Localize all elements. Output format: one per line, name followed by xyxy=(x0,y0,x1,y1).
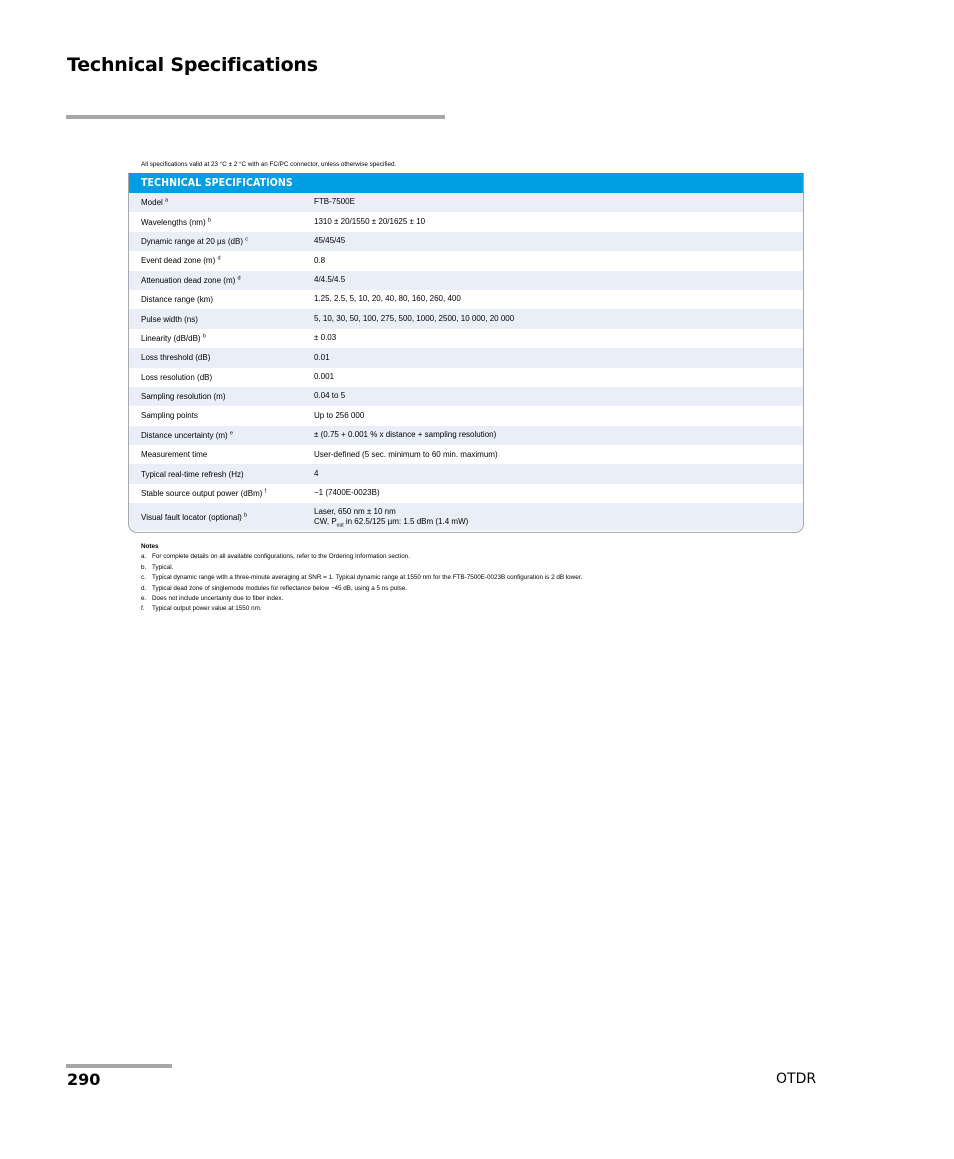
spec-value: 1310 ± 20/1550 ± 20/1625 ± 10 xyxy=(314,216,426,226)
spec-footnote-ref: c xyxy=(245,236,248,243)
note-item xyxy=(141,584,582,594)
spec-row xyxy=(129,464,803,483)
spec-label xyxy=(129,470,314,479)
spec-value: 0.01 xyxy=(314,352,330,362)
spec-label xyxy=(129,237,314,246)
spec-label-text: Event dead zone (m) xyxy=(141,256,216,266)
notes-heading: Notes xyxy=(141,543,159,550)
spec-value: FTB-7500E xyxy=(314,197,355,207)
spec-label xyxy=(129,411,314,420)
spec-value: 5, 10, 30, 50, 100, 275, 500, 1000, 2500, 10 000, 20 000 xyxy=(314,313,515,323)
spec-row xyxy=(129,348,803,367)
spec-label-text: Distance uncertainty (m) xyxy=(141,430,228,440)
note-item xyxy=(141,563,582,573)
spec-label-text: Wavelengths (nm) xyxy=(141,217,206,227)
note-item xyxy=(141,604,582,614)
page-title: Technical Specifications xyxy=(67,54,318,76)
spec-row xyxy=(129,193,803,212)
page-number: 290 xyxy=(67,1070,101,1089)
spec-footnote-ref: f xyxy=(264,488,267,495)
spec-value: User-defined (5 sec. minimum to 60 min. maximum) xyxy=(314,449,498,459)
spec-value: 0.001 xyxy=(314,371,335,381)
spec-footnote-ref: b xyxy=(207,216,211,223)
spec-label-text: Loss resolution (dB) xyxy=(141,372,213,382)
spec-row xyxy=(129,387,803,406)
spec-label xyxy=(129,392,314,401)
spec-footnote-ref: b xyxy=(202,333,206,340)
note-text: For complete details on all available configurations, refer to the Ordering Information section. xyxy=(152,553,410,561)
note-text: Typical. xyxy=(152,563,174,571)
note-text: Typical output power value at 1550 nm. xyxy=(152,605,262,613)
spec-value: 0.04 to 5 xyxy=(314,391,346,401)
spec-row xyxy=(129,271,803,290)
spec-value: Up to 256 000 xyxy=(314,410,365,420)
spec-footnote-ref: b xyxy=(244,512,248,519)
note-letter: e. xyxy=(141,595,147,603)
spec-label xyxy=(129,334,314,343)
spec-label xyxy=(129,353,314,362)
spec-label-text: Dynamic range at 20 µs (dB) xyxy=(141,236,243,246)
spec-label-text: Pulse width (ns) xyxy=(141,314,198,324)
note-item xyxy=(141,594,582,604)
spec-label xyxy=(129,431,314,440)
spec-row xyxy=(129,484,803,503)
validity-note: All specifications valid at 23 °C ± 2 °C with an FC/PC connector, unless otherwise specified. xyxy=(141,161,397,168)
spec-row xyxy=(129,368,803,387)
document-name: OTDR xyxy=(776,1071,817,1087)
spec-label xyxy=(129,198,314,207)
spec-table-header: TECHNICAL SPECIFICATIONS xyxy=(129,173,803,193)
vfl-value-line1: Laser, 650 nm ± 10 nm xyxy=(314,506,396,516)
notes-section xyxy=(141,542,582,615)
spec-row xyxy=(129,251,803,270)
spec-footnote-ref: e xyxy=(229,430,233,437)
note-letter: b. xyxy=(141,563,147,571)
spec-label-text: Linearity (dB/dB) xyxy=(141,333,201,343)
spec-label xyxy=(129,295,314,304)
note-item xyxy=(141,573,582,583)
spec-table xyxy=(128,173,804,533)
spec-label xyxy=(129,373,314,382)
note-letter: f. xyxy=(141,605,145,613)
spec-label-text: Attenuation dead zone (m) xyxy=(141,275,236,285)
vfl-value-line2 xyxy=(314,517,803,528)
spec-label xyxy=(129,489,314,498)
spec-label xyxy=(129,513,314,522)
spec-label-text: Typical real-time refresh (Hz) xyxy=(141,469,244,479)
spec-label-text: Distance range (km) xyxy=(141,295,214,305)
vfl-subscript: out xyxy=(336,522,344,529)
spec-label xyxy=(129,276,314,285)
spec-value: ± (0.75 + 0.001 % x distance + sampling resolution) xyxy=(314,430,497,440)
spec-row xyxy=(129,426,803,445)
spec-row xyxy=(129,445,803,464)
spec-row-visual-fault-locator xyxy=(129,503,803,531)
spec-label-text: Sampling points xyxy=(141,411,198,421)
spec-row xyxy=(129,329,803,348)
spec-label xyxy=(129,450,314,459)
vfl-prefix: CW, P xyxy=(314,517,337,527)
note-text: Does not include uncertainty due to fiber index. xyxy=(152,595,284,603)
spec-footnote-ref: d xyxy=(237,275,241,282)
spec-label-text: Measurement time xyxy=(141,450,208,460)
spec-value xyxy=(314,507,803,528)
vfl-suffix: in 62.5/125 µm: 1.5 dBm (1.4 mW) xyxy=(343,517,469,527)
spec-value: 4/4.5/4.5 xyxy=(314,275,346,284)
title-divider xyxy=(66,115,445,119)
spec-row xyxy=(129,406,803,425)
note-letter: d. xyxy=(141,584,147,592)
spec-value: 1.25, 2.5, 5, 10, 20, 40, 80, 160, 260, 400 xyxy=(314,294,461,304)
spec-value: 4 xyxy=(314,468,319,478)
spec-label-text: Stable source output power (dBm) xyxy=(141,489,263,499)
footer-divider xyxy=(66,1064,172,1068)
spec-value: 45/45/45 xyxy=(314,236,346,246)
spec-row xyxy=(129,290,803,309)
note-text: Typical dynamic range with a three-minute averaging at SNR = 1. Typical dynamic range at 1550 nm for the FTB-7500E-0023B configuration is 2 dB lower. xyxy=(152,574,583,582)
note-item xyxy=(141,552,582,562)
spec-footnote-ref: a xyxy=(165,197,169,204)
spec-footnote-ref: d xyxy=(217,255,221,262)
spec-label-text: Loss threshold (dB) xyxy=(141,353,211,363)
spec-rows xyxy=(129,193,803,503)
spec-label-text: Visual fault locator (optional) xyxy=(141,512,242,522)
spec-label xyxy=(129,256,314,265)
spec-label xyxy=(129,218,314,227)
note-letter: c. xyxy=(141,574,146,582)
spec-value: −1 (7400E-0023B) xyxy=(314,488,380,498)
spec-row xyxy=(129,212,803,231)
spec-row xyxy=(129,232,803,251)
spec-row xyxy=(129,309,803,328)
note-text: Typical dead zone of singlemode modules for reflectance below −45 dB, using a 5 ns pulse. xyxy=(152,584,408,592)
spec-value: 0.8 xyxy=(314,255,326,265)
spec-value: ± 0.03 xyxy=(314,333,337,343)
spec-label xyxy=(129,315,314,324)
spec-label-text: Model xyxy=(141,198,163,208)
spec-label-text: Sampling resolution (m) xyxy=(141,392,226,402)
note-letter: a. xyxy=(141,553,147,561)
notes-list xyxy=(141,552,582,614)
